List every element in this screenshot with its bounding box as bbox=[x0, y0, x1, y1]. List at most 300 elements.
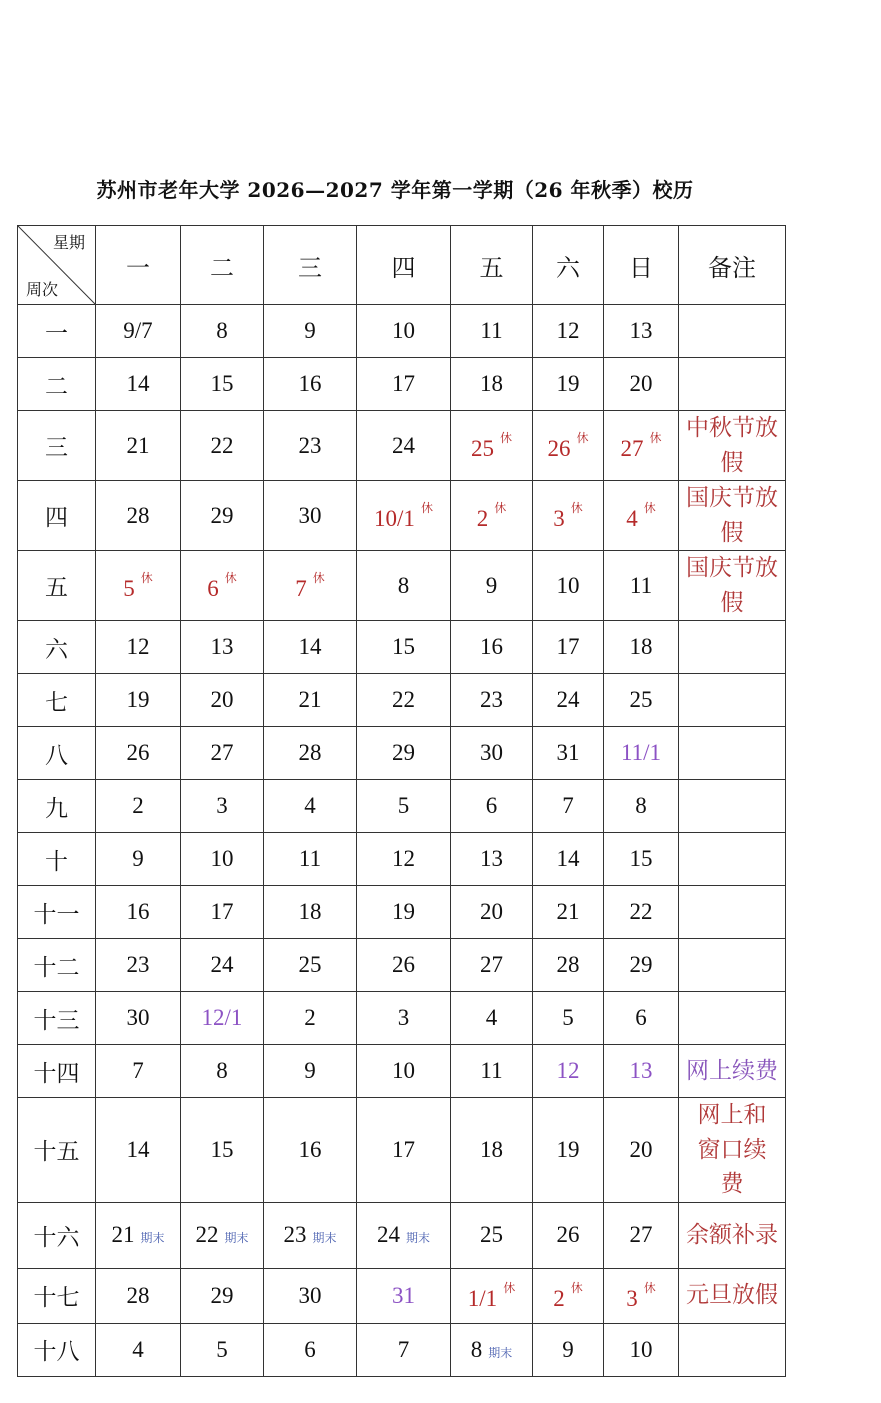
day-number: 16 bbox=[298, 371, 322, 396]
day-cell bbox=[451, 481, 533, 551]
note-cell: 元旦放假 bbox=[679, 1268, 786, 1323]
day-cell bbox=[451, 939, 533, 992]
day-cell bbox=[264, 1323, 357, 1376]
day-cell bbox=[264, 1045, 357, 1098]
week-row bbox=[18, 939, 786, 992]
day-cell bbox=[96, 1268, 181, 1323]
week-row bbox=[18, 621, 786, 674]
day-number: 4 bbox=[304, 793, 316, 818]
calendar-table bbox=[17, 225, 786, 1377]
day-cell bbox=[181, 674, 264, 727]
day-cell bbox=[357, 939, 451, 992]
day-number: 4 bbox=[626, 506, 638, 531]
day-cell bbox=[533, 727, 604, 780]
note-cell bbox=[679, 780, 786, 833]
day-cell bbox=[533, 621, 604, 674]
day-number: 21 bbox=[111, 1222, 135, 1247]
day-number: 6 bbox=[207, 576, 219, 601]
day-cell bbox=[533, 939, 604, 992]
note-cell bbox=[679, 674, 786, 727]
day-number: 9 bbox=[304, 318, 316, 343]
day-number: 30 bbox=[298, 502, 322, 528]
day-number: 2 bbox=[132, 793, 144, 818]
day-number: 11 bbox=[298, 846, 322, 871]
header-row bbox=[18, 226, 786, 305]
day-number: 10 bbox=[629, 1336, 653, 1362]
day-number: 8 bbox=[470, 1336, 483, 1362]
day-header: 三 bbox=[264, 226, 357, 305]
week-number: 七 bbox=[18, 674, 96, 727]
week-number: 六 bbox=[18, 621, 96, 674]
week-number: 五 bbox=[18, 551, 96, 621]
week-row bbox=[18, 1045, 786, 1098]
day-cell bbox=[533, 1045, 604, 1098]
note-cell: 余额补录 bbox=[679, 1202, 786, 1268]
day-cell bbox=[604, 621, 679, 674]
day-number: 16 bbox=[298, 1136, 322, 1162]
week-number: 一 bbox=[18, 305, 96, 358]
note-cell: 网上续费 bbox=[679, 1045, 786, 1098]
day-cell bbox=[604, 305, 679, 358]
day-number: 25 bbox=[470, 436, 494, 461]
day-number: 16 bbox=[480, 634, 503, 659]
day-number: 18 bbox=[629, 634, 653, 659]
exam-mark: 期末 bbox=[405, 1231, 430, 1245]
week-row bbox=[18, 780, 786, 833]
week-row bbox=[18, 551, 786, 621]
week-row bbox=[18, 727, 786, 780]
day-cell bbox=[96, 481, 181, 551]
day-cell bbox=[357, 411, 451, 481]
holiday-mark: 休 bbox=[499, 431, 512, 445]
day-header: 一 bbox=[96, 226, 181, 305]
week-row bbox=[18, 992, 786, 1045]
day-cell bbox=[264, 833, 357, 886]
week-row bbox=[18, 1323, 786, 1376]
day-cell bbox=[451, 1268, 533, 1323]
week-number: 十一 bbox=[18, 886, 96, 939]
day-number: 12/1 bbox=[201, 1005, 243, 1030]
day-number: 29 bbox=[629, 952, 653, 977]
day-number: 1/1 bbox=[467, 1286, 498, 1311]
week-number: 八 bbox=[18, 727, 96, 780]
day-cell bbox=[357, 1045, 451, 1098]
day-number: 12 bbox=[556, 318, 580, 343]
day-cell bbox=[533, 1098, 604, 1203]
day-number: 23 bbox=[126, 952, 150, 977]
day-number: 14 bbox=[126, 1136, 150, 1162]
day-number: 30 bbox=[126, 1005, 150, 1030]
day-number: 5 bbox=[123, 576, 135, 601]
day-cell bbox=[264, 939, 357, 992]
day-number: 4 bbox=[132, 1336, 144, 1362]
exam-mark: 期末 bbox=[140, 1231, 165, 1245]
day-number: 31 bbox=[556, 740, 580, 765]
day-cell bbox=[181, 780, 264, 833]
day-cell bbox=[533, 833, 604, 886]
day-cell bbox=[533, 411, 604, 481]
day-number: 6 bbox=[304, 1336, 316, 1362]
day-number: 11 bbox=[480, 1058, 503, 1083]
day-number: 10/1 bbox=[374, 506, 415, 531]
day-header: 四 bbox=[357, 226, 451, 305]
day-cell bbox=[181, 833, 264, 886]
day-number: 3 bbox=[626, 1286, 638, 1311]
day-number: 4 bbox=[485, 1005, 498, 1030]
day-cell bbox=[357, 1202, 451, 1268]
holiday-mark: 休 bbox=[494, 501, 507, 515]
day-number: 3 bbox=[216, 793, 228, 818]
day-number: 20 bbox=[210, 687, 234, 712]
day-cell bbox=[264, 674, 357, 727]
week-number: 十 bbox=[18, 833, 96, 886]
day-number: 10 bbox=[556, 572, 580, 598]
note-cell bbox=[679, 727, 786, 780]
day-cell bbox=[604, 727, 679, 780]
day-number: 26 bbox=[547, 436, 571, 461]
day-number: 25 bbox=[480, 1222, 503, 1247]
day-number: 10 bbox=[392, 318, 415, 343]
day-number: 22 bbox=[629, 899, 653, 924]
day-cell bbox=[96, 833, 181, 886]
day-number: 18 bbox=[480, 1136, 503, 1162]
day-number: 13 bbox=[629, 1058, 653, 1083]
day-cell bbox=[357, 674, 451, 727]
day-number: 19 bbox=[392, 899, 415, 924]
day-number: 27 bbox=[210, 740, 234, 765]
note-cell bbox=[679, 886, 786, 939]
day-cell bbox=[264, 1202, 357, 1268]
day-number: 25 bbox=[298, 952, 322, 977]
day-number: 31 bbox=[392, 1282, 415, 1308]
day-cell bbox=[357, 551, 451, 621]
day-cell bbox=[604, 1202, 679, 1268]
day-cell bbox=[533, 1323, 604, 1376]
week-row bbox=[18, 1202, 786, 1268]
week-row bbox=[18, 1098, 786, 1203]
holiday-mark: 休 bbox=[643, 1281, 656, 1295]
day-number: 15 bbox=[210, 1136, 234, 1162]
day-number: 14 bbox=[126, 371, 150, 396]
day-cell bbox=[181, 1098, 264, 1203]
day-cell bbox=[604, 481, 679, 551]
day-header: 二 bbox=[181, 226, 264, 305]
day-cell bbox=[181, 481, 264, 551]
day-cell bbox=[264, 886, 357, 939]
day-cell bbox=[451, 358, 533, 411]
day-cell bbox=[96, 305, 181, 358]
day-cell bbox=[533, 1202, 604, 1268]
day-cell bbox=[533, 992, 604, 1045]
day-cell bbox=[451, 1323, 533, 1376]
day-number: 6 bbox=[635, 1005, 647, 1030]
day-cell bbox=[604, 1045, 679, 1098]
day-cell bbox=[451, 1098, 533, 1203]
day-number: 8 bbox=[216, 1058, 228, 1083]
week-number: 十五 bbox=[18, 1098, 96, 1203]
day-cell bbox=[96, 358, 181, 411]
day-cell bbox=[181, 886, 264, 939]
note-cell bbox=[679, 939, 786, 992]
day-number: 8 bbox=[216, 318, 228, 343]
day-number: 13 bbox=[210, 634, 234, 659]
note-cell bbox=[679, 992, 786, 1045]
note-cell: 网上和窗口续费 bbox=[679, 1098, 786, 1203]
day-cell bbox=[96, 886, 181, 939]
day-cell bbox=[533, 780, 604, 833]
day-number: 19 bbox=[556, 371, 580, 396]
day-cell bbox=[96, 621, 181, 674]
day-cell bbox=[451, 674, 533, 727]
day-number: 9/7 bbox=[123, 318, 153, 343]
day-number: 17 bbox=[392, 1136, 415, 1162]
week-row bbox=[18, 886, 786, 939]
day-cell bbox=[181, 1323, 264, 1376]
day-number: 28 bbox=[298, 740, 322, 765]
note-cell: 国庆节放假 bbox=[679, 551, 786, 621]
day-number: 26 bbox=[556, 1222, 580, 1247]
week-number: 二 bbox=[18, 358, 96, 411]
day-number: 18 bbox=[480, 371, 503, 396]
day-number: 9 bbox=[304, 1058, 316, 1083]
day-cell bbox=[96, 411, 181, 481]
day-number: 3 bbox=[553, 506, 565, 531]
day-cell bbox=[533, 305, 604, 358]
holiday-mark: 休 bbox=[420, 501, 433, 515]
day-number: 28 bbox=[556, 952, 580, 977]
day-number: 23 bbox=[480, 687, 503, 712]
day-cell bbox=[181, 1045, 264, 1098]
day-cell bbox=[604, 833, 679, 886]
day-cell bbox=[451, 780, 533, 833]
day-number: 12 bbox=[126, 634, 150, 659]
day-cell bbox=[533, 551, 604, 621]
day-cell bbox=[451, 886, 533, 939]
day-cell bbox=[96, 780, 181, 833]
day-cell bbox=[357, 1098, 451, 1203]
day-number: 29 bbox=[210, 502, 234, 528]
week-number: 十二 bbox=[18, 939, 96, 992]
day-cell bbox=[357, 1323, 451, 1376]
day-cell bbox=[357, 780, 451, 833]
day-number: 15 bbox=[210, 371, 234, 396]
holiday-mark: 休 bbox=[643, 501, 656, 515]
day-number: 27 bbox=[480, 952, 503, 977]
corner-weekday-label: 星期 bbox=[52, 235, 85, 252]
day-number: 17 bbox=[392, 371, 415, 396]
day-cell bbox=[451, 992, 533, 1045]
note-cell: 国庆节放假 bbox=[679, 481, 786, 551]
holiday-mark: 休 bbox=[140, 571, 153, 585]
day-cell bbox=[451, 1045, 533, 1098]
day-number: 7 bbox=[132, 1058, 144, 1083]
day-number: 21 bbox=[126, 432, 150, 458]
day-cell bbox=[604, 780, 679, 833]
day-cell bbox=[604, 674, 679, 727]
day-cell bbox=[451, 1202, 533, 1268]
day-header: 日 bbox=[604, 226, 679, 305]
note-cell bbox=[679, 305, 786, 358]
day-cell bbox=[533, 1268, 604, 1323]
day-cell bbox=[181, 992, 264, 1045]
day-cell bbox=[181, 727, 264, 780]
day-cell bbox=[357, 621, 451, 674]
day-cell bbox=[181, 939, 264, 992]
week-number: 十七 bbox=[18, 1268, 96, 1323]
day-number: 20 bbox=[629, 371, 653, 396]
exam-mark: 期末 bbox=[488, 1345, 513, 1360]
holiday-mark: 休 bbox=[576, 431, 589, 445]
day-number: 8 bbox=[397, 572, 410, 598]
week-number: 十四 bbox=[18, 1045, 96, 1098]
day-cell bbox=[357, 833, 451, 886]
holiday-mark: 休 bbox=[224, 571, 237, 585]
day-number: 17 bbox=[210, 899, 234, 924]
note-header: 备注 bbox=[679, 226, 786, 305]
day-number: 21 bbox=[556, 899, 580, 924]
week-row bbox=[18, 481, 786, 551]
holiday-mark: 休 bbox=[570, 501, 583, 515]
week-number: 十三 bbox=[18, 992, 96, 1045]
corner-week-label: 周次 bbox=[26, 282, 59, 299]
holiday-mark: 休 bbox=[312, 571, 325, 585]
day-cell bbox=[96, 1098, 181, 1203]
day-cell bbox=[604, 358, 679, 411]
day-cell bbox=[264, 481, 357, 551]
corner-cell bbox=[18, 226, 96, 305]
note-cell bbox=[679, 621, 786, 674]
note-cell bbox=[679, 358, 786, 411]
day-cell bbox=[451, 621, 533, 674]
day-number: 15 bbox=[392, 634, 415, 659]
day-cell bbox=[533, 358, 604, 411]
day-number: 22 bbox=[392, 687, 415, 712]
day-number: 5 bbox=[216, 1336, 228, 1362]
day-number: 15 bbox=[629, 846, 653, 871]
day-number: 14 bbox=[556, 846, 580, 871]
day-number: 28 bbox=[126, 502, 150, 528]
day-cell bbox=[96, 727, 181, 780]
day-number: 2 bbox=[476, 506, 489, 531]
day-cell bbox=[357, 1268, 451, 1323]
day-cell bbox=[181, 411, 264, 481]
week-row bbox=[18, 411, 786, 481]
day-number: 20 bbox=[629, 1136, 653, 1162]
exam-mark: 期末 bbox=[224, 1231, 249, 1245]
day-number: 7 bbox=[295, 576, 307, 601]
day-number: 13 bbox=[629, 318, 653, 343]
day-cell bbox=[96, 551, 181, 621]
week-row bbox=[18, 833, 786, 886]
day-cell bbox=[604, 1268, 679, 1323]
day-number: 11 bbox=[480, 318, 503, 343]
day-number: 3 bbox=[397, 1005, 410, 1030]
day-cell bbox=[264, 305, 357, 358]
day-number: 19 bbox=[556, 1136, 580, 1162]
week-row bbox=[18, 305, 786, 358]
day-cell bbox=[604, 1323, 679, 1376]
page-title: 苏州市老年大学 2026—2027 学年第一学期（26 年秋季）校历 bbox=[96, 178, 694, 202]
day-cell bbox=[604, 992, 679, 1045]
week-number: 十八 bbox=[18, 1323, 96, 1376]
day-cell bbox=[357, 886, 451, 939]
day-number: 8 bbox=[635, 793, 647, 818]
week-number: 四 bbox=[18, 481, 96, 551]
day-number: 11 bbox=[629, 572, 653, 598]
day-number: 12 bbox=[392, 846, 415, 871]
day-cell bbox=[264, 992, 357, 1045]
day-number: 11/1 bbox=[620, 740, 662, 765]
day-number: 25 bbox=[629, 687, 653, 712]
week-row bbox=[18, 1268, 786, 1323]
exam-mark: 期末 bbox=[312, 1231, 337, 1245]
day-number: 24 bbox=[210, 952, 234, 977]
day-cell bbox=[451, 727, 533, 780]
day-number: 19 bbox=[126, 687, 150, 712]
day-cell bbox=[604, 551, 679, 621]
holiday-mark: 休 bbox=[649, 431, 662, 445]
day-cell bbox=[96, 1045, 181, 1098]
day-cell bbox=[181, 551, 264, 621]
day-number: 9 bbox=[485, 572, 498, 598]
day-number: 23 bbox=[283, 1222, 307, 1247]
day-number: 27 bbox=[629, 1222, 653, 1247]
day-cell bbox=[451, 305, 533, 358]
week-row bbox=[18, 358, 786, 411]
day-header: 六 bbox=[533, 226, 604, 305]
day-cell bbox=[533, 481, 604, 551]
day-cell bbox=[181, 1202, 264, 1268]
day-number: 20 bbox=[480, 899, 503, 924]
holiday-mark: 休 bbox=[570, 1281, 583, 1295]
day-number: 17 bbox=[556, 634, 580, 659]
day-cell bbox=[264, 1268, 357, 1323]
day-cell bbox=[181, 305, 264, 358]
day-number: 29 bbox=[210, 1282, 234, 1308]
day-cell bbox=[264, 358, 357, 411]
day-number: 30 bbox=[480, 740, 503, 765]
day-cell bbox=[451, 411, 533, 481]
day-number: 23 bbox=[298, 432, 322, 458]
day-number: 26 bbox=[126, 740, 150, 765]
day-cell bbox=[357, 481, 451, 551]
day-header: 五 bbox=[451, 226, 533, 305]
day-cell bbox=[264, 1098, 357, 1203]
day-cell bbox=[264, 727, 357, 780]
day-cell bbox=[181, 358, 264, 411]
day-number: 5 bbox=[562, 1005, 574, 1030]
day-cell bbox=[357, 727, 451, 780]
day-number: 6 bbox=[485, 793, 498, 818]
day-number: 18 bbox=[298, 899, 322, 924]
day-number: 12 bbox=[556, 1058, 580, 1083]
day-number: 22 bbox=[195, 1222, 219, 1247]
day-number: 29 bbox=[392, 740, 415, 765]
day-number: 21 bbox=[298, 687, 322, 712]
day-cell bbox=[96, 1323, 181, 1376]
week-number: 三 bbox=[18, 411, 96, 481]
day-cell bbox=[264, 411, 357, 481]
day-number: 2 bbox=[553, 1286, 565, 1311]
note-cell: 中秋节放假 bbox=[679, 411, 786, 481]
day-number: 16 bbox=[126, 899, 150, 924]
day-cell bbox=[264, 780, 357, 833]
day-cell bbox=[451, 833, 533, 886]
note-cell bbox=[679, 833, 786, 886]
day-number: 7 bbox=[397, 1336, 410, 1362]
day-cell bbox=[604, 411, 679, 481]
day-number: 26 bbox=[392, 952, 415, 977]
